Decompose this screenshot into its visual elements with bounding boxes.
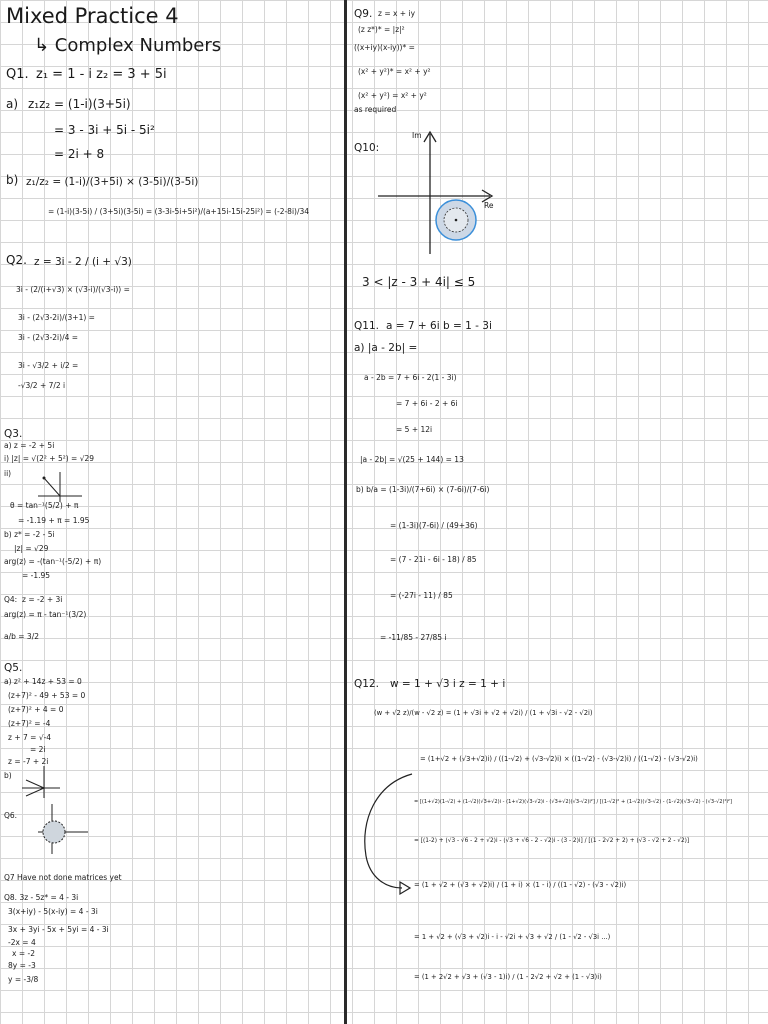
page-subtitle: ↳ Complex Numbers bbox=[34, 35, 222, 56]
q4-line2: arg(z) = π - tan⁻¹(3/2) bbox=[4, 610, 87, 619]
q12-line7: = (1 + 2√2 + √3 + (√3 - 1)i) / (1 - 2√2 + √2 + (1 - √3)i) bbox=[414, 973, 602, 981]
q11-b-line4: = (-27i - 11) / 85 bbox=[390, 591, 453, 600]
q10-argand-diagram bbox=[374, 128, 504, 258]
q5-line2: (z+7)² - 49 + 53 = 0 bbox=[8, 691, 86, 700]
q3-a-line1: a) z = -2 + 5i bbox=[4, 441, 55, 450]
q5-line4: (z+7)² = -4 bbox=[8, 719, 51, 728]
q4-label: Q4: bbox=[4, 595, 18, 604]
q11-b-line2: = (1-3i)(7-6i) / (49+36) bbox=[390, 521, 478, 530]
q3-b-line3: arg(z) = -(tan⁻¹(-5/2) + π) bbox=[4, 557, 102, 566]
q8-line6: 8y = -3 bbox=[8, 961, 36, 970]
q3-b-line4: = -1.95 bbox=[22, 571, 51, 580]
q2-line4: 3i - (2√3-2i)/4 = bbox=[18, 333, 79, 342]
q12-line2: = (1+√2 + (√3+√2)i) / ((1-√2) + (√3-√2)i) × ((1-√2) - (√3-√2)i) / ((1-√2) - (√3-√2)i) bbox=[420, 755, 698, 763]
q6-argand-sketch bbox=[36, 802, 90, 856]
q11-b-line1: b) b/a = (1-3i)/(7+6i) × (7-6i)/(7-6i) bbox=[356, 485, 490, 494]
q2-line5: 3i - √3/2 + i/2 = bbox=[18, 361, 79, 370]
q1-label: Q1. bbox=[6, 67, 29, 82]
q2-label: Q2. bbox=[6, 253, 27, 267]
q12-line4: = [(1-2) + (√3 - √6 - 2 + √2)i - (√3 + √6 - 2 - √2)i - (3 - 2)i] / [(1 - 2√2 + 2) + (√3 - √2 + 2 - √2)] bbox=[414, 838, 690, 844]
q10-axis-im: Im bbox=[412, 131, 422, 140]
q8-line1: Q8. 3z - 5z* = 4 - 3i bbox=[4, 893, 79, 902]
q5-label: Q5. bbox=[4, 662, 23, 674]
q3-b-line1: b) z* = -2 - 5i bbox=[4, 530, 55, 539]
q1-b-label: b) bbox=[6, 173, 19, 187]
q11-a-line2: a - 2b = 7 + 6i - 2(1 - 3i) bbox=[364, 373, 457, 382]
q5-line5: z + 7 = √-4 bbox=[8, 733, 52, 742]
q9-line2: (z z*)* = |z|² bbox=[358, 25, 405, 34]
q11-b-line3: = (7 - 21i - 6i - 18) / 85 bbox=[390, 555, 477, 564]
q6-label: Q6. bbox=[4, 811, 18, 820]
q8-line7: y = -3/8 bbox=[8, 975, 39, 984]
q2-line2: 3i - (2/(i+√3) × (√3-i)/(√3-i)) = bbox=[16, 285, 130, 294]
q10-label: Q10: bbox=[354, 142, 380, 154]
q8-line4: -2x = 4 bbox=[8, 938, 36, 947]
q12-line3: = [(1+√2)(1-√2) + (1-√2)(√3+√2)i - (1+√2)(√3-√2)i - (√3+√2)(√3-√2)i²] / [(1-√2)² + (1-√2)(√3-√2) - (1-√2)(√3-√2) - (√3-√2)²i²] bbox=[414, 799, 732, 805]
q4-line1: z = -2 + 3i bbox=[22, 595, 63, 604]
q2-line1: z = 3i - 2 / (i + √3) bbox=[34, 256, 132, 268]
q11-b-line5: = -11/85 - 27/85 i bbox=[380, 633, 447, 642]
q12-label: Q12. bbox=[354, 678, 379, 690]
q1-given: z₁ = 1 - i z₂ = 3 + 5i bbox=[36, 67, 167, 82]
q3-a-line5: = -1.19 + π = 1.95 bbox=[18, 516, 90, 525]
q1-a-label: a) bbox=[6, 97, 19, 111]
q5-line8: b) bbox=[4, 771, 12, 780]
q9-line3: ((x+iy)(x-iy))* = bbox=[354, 43, 415, 52]
q1-b-line1: z₁/z₂ = (1-i)/(3+5i) × (3-5i)/(3-5i) bbox=[26, 176, 199, 188]
q12-given: w = 1 + √3 i z = 1 + i bbox=[390, 678, 506, 690]
q5-argand-sketch bbox=[20, 764, 62, 800]
q3-b-line2: |z| = √29 bbox=[14, 544, 49, 553]
q1-b-line2: = (1-i)(3-5i) / (3+5i)(3-5i) = (3-3i-5i+5i²)/(a+15i-15i-25i²) = (-2-8i)/34 bbox=[48, 207, 310, 216]
q8-line5: x = -2 bbox=[12, 949, 35, 958]
q12-line1: (w + √2 z)/(w - √2 z) = (1 + √3i + √2 + √2i) / (1 + √3i - √2 - √2i) bbox=[374, 709, 593, 717]
q1-a-line2: = 3 - 3i + 5i - 5i² bbox=[54, 123, 155, 137]
q11-a-line3: = 7 + 6i - 2 + 6i bbox=[396, 399, 458, 408]
q7-line1: Q7 Have not done matrices yet bbox=[4, 873, 122, 882]
q1-a-line1: z₁z₂ = (1-i)(3+5i) bbox=[28, 97, 131, 111]
q9-line6: as required bbox=[354, 105, 397, 114]
q3-argand-sketch bbox=[34, 470, 84, 504]
page-divider bbox=[344, 0, 347, 1024]
q9-label: Q9. bbox=[354, 8, 373, 20]
q11-label: Q11. bbox=[354, 320, 379, 332]
q3-label: Q3. bbox=[4, 428, 23, 440]
page-title: Mixed Practice 4 bbox=[6, 4, 179, 28]
q12-line5: = (1 + √2 + (√3 + √2)i) / (1 + i) × (1 - i) / ((1 - √2) - (√3 - √2)i) bbox=[414, 881, 627, 889]
q10-inequality: 3 < |z - 3 + 4i| ≤ 5 bbox=[362, 275, 476, 289]
q5-line3: (z+7)² + 4 = 0 bbox=[8, 705, 64, 714]
q5-line7: z = -7 + 2i bbox=[8, 757, 49, 766]
q2-line3: 3i - (2√3-2i)/(3+1) = bbox=[18, 313, 95, 322]
q12-connector-arrow bbox=[356, 770, 416, 894]
q3-a-line2: i) |z| = √(2² + 5²) = √29 bbox=[4, 454, 95, 463]
q11-a-line1: a) |a - 2b| = bbox=[354, 342, 418, 354]
q1-a-line3: = 2i + 8 bbox=[54, 147, 105, 161]
q9-line1: z = x + iy bbox=[378, 9, 416, 18]
q3-a-line3: ii) bbox=[4, 469, 12, 478]
q10-axis-re: Re bbox=[484, 201, 494, 210]
q2-line6: -√3/2 + 7/2 i bbox=[18, 381, 66, 390]
q3-a-line4: θ = tan⁻¹(5/2) + π bbox=[10, 501, 79, 510]
q5-line1: a) z² + 14z + 53 = 0 bbox=[4, 677, 82, 686]
q11-a-line4: = 5 + 12i bbox=[396, 425, 433, 434]
q9-line5: (x² + y²) = x² + y² bbox=[358, 91, 427, 100]
q11-given: a = 7 + 6i b = 1 - 3i bbox=[386, 320, 492, 332]
q4-line3: a/b = 3/2 bbox=[4, 632, 40, 641]
q9-line4: (x² + y²)* = x² + y² bbox=[358, 67, 431, 76]
q8-line2: 3(x+iy) - 5(x-iy) = 4 - 3i bbox=[8, 907, 98, 916]
q11-a-line5: |a - 2b| = √(25 + 144) = 13 bbox=[360, 455, 464, 464]
q5-line6: = 2i bbox=[30, 745, 46, 754]
q12-line6: = 1 + √2 + (√3 + √2)i - i - √2i + √3 + √2 / (1 - √2 - √3i ...) bbox=[414, 933, 611, 941]
q8-line3: 3x + 3yi - 5x + 5yi = 4 - 3i bbox=[8, 925, 109, 934]
